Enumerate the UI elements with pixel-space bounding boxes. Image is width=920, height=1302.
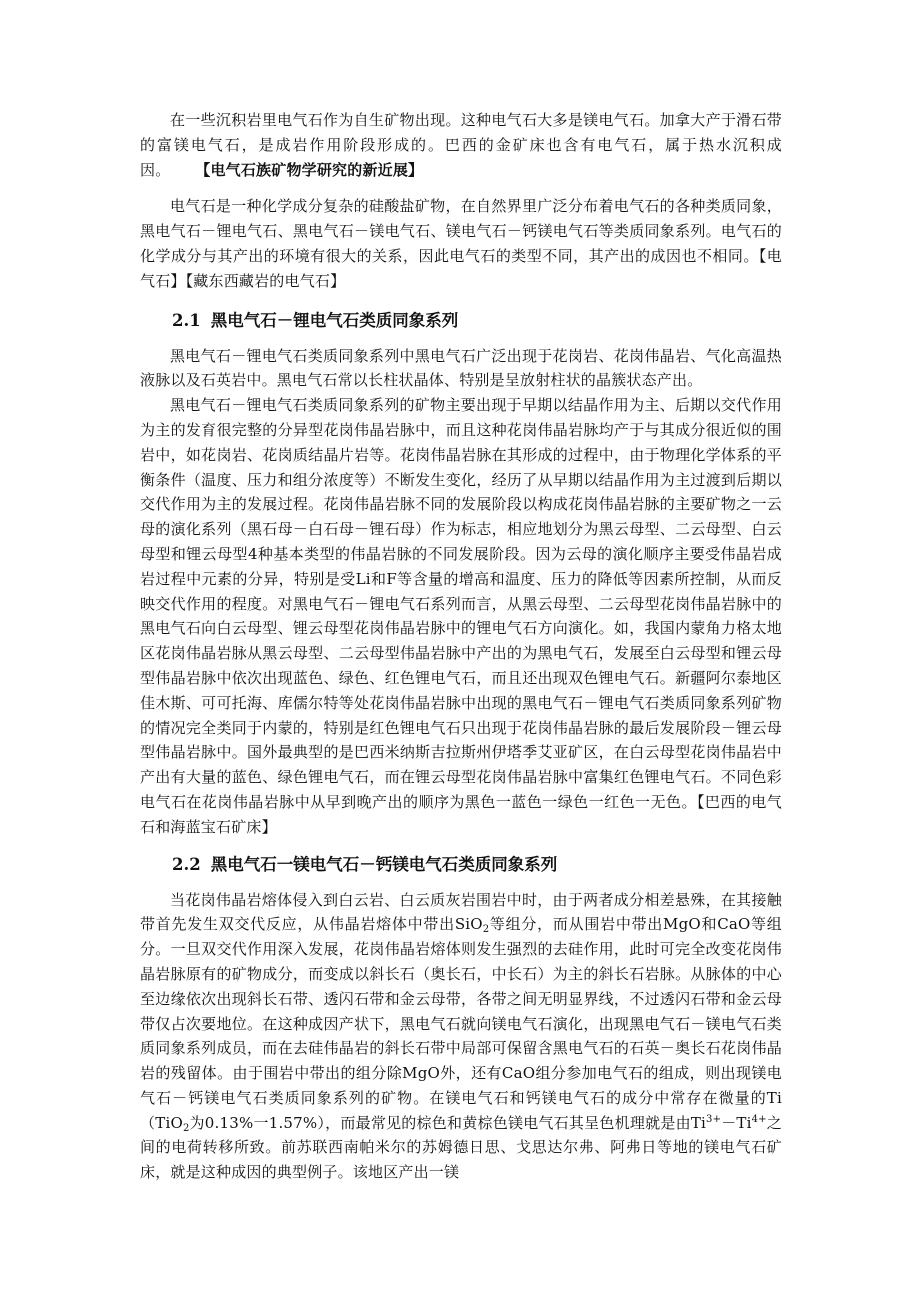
document-body bbox=[140, 108, 782, 1185]
subscript: 2 bbox=[182, 1122, 190, 1134]
text-run: －Ti bbox=[721, 1113, 752, 1132]
section-number-2-2: 2.2 bbox=[172, 854, 201, 874]
text-run: 为0.13%一1.57%），而最常见的棕色和黄棕色镁电气石其呈色机理就是由Ti bbox=[189, 1113, 707, 1132]
paragraph-sedimentary bbox=[140, 108, 782, 182]
paragraph-tourmaline-intro: 电气石是一种化学成分复杂的硅酸盐矿物，在自然界里广泛分布着电气石的各种类质同象，黑电气石－锂电气石、黑电气石－镁电气石、镁电气石－钙镁电气石等类质同象系列。电气石的化学成分与其产出的环境有很大的关系，因此电气石的类型不同，其产出的成因也不相同。【电气石】【藏东西藏岩的电气石】 bbox=[140, 197, 782, 290]
superscript: 4+ bbox=[751, 1113, 767, 1125]
text-run: 当花岗伟晶岩熔体侵入到白云岩、白云质灰岩围岩中时，由于两者成分相差悬殊，在其接触带首先发生双交代反应，从伟晶岩熔体中带出SiO bbox=[140, 890, 782, 934]
section-title-2-1: 黑电气石－锂电气石类质同象系列 bbox=[210, 310, 459, 330]
section-number-2-1: 2.1 bbox=[172, 310, 201, 330]
paragraph-schorl-elbaite-evolution: 黑电气石－锂电气石类质同象系列的矿物主要出现于早期以结晶作用为主、后期以交代作用为主的发育很完整的分异型花岗伟晶岩脉中，而且这种花岗伟晶岩脉均产于与其成分很近似的围岩中，如花岗岩、花岗质结晶片岩等。花岗伟晶岩脉在其形成的过程中，由于物理化学体系的平衡条件（温度、压力和组分浓度等）不断发生变化，经历了从早期以结晶作用为主过渡到后期以交代作用为主的发展过程。花岗伟晶岩脉不同的发展阶段以构成花岗伟晶岩脉的主要矿物之一云母的演化系列（黑石母－白石母－锂石母）作为标志，相应地划分为黑云母型、二云母型、白云母型和锂云母型4种基本类型的伟晶岩脉的不同发展阶段。因为云母的演化顺序主要受伟晶岩成岩过程中元素的分异，特别是受Li和F等含量的增高和温度、压力的降低等因素所控制，从而反映交代作用的程度。对黑电气石－锂电气石系列而言，从黑云母型、二云母型花岗伟晶岩脉中的黑电气石向白云母型、锂云母型花岗伟晶岩脉中的锂电气石方向演化。如，我国内蒙角力格太地区花岗伟晶岩脉从黑云母型、二云母型伟晶岩脉中产出的为黑电气石，发展至白云母型和锂云母型伟晶岩脉中依次出现蓝色、绿色、红色锂电气石，而且还出现双色锂电气石。新疆阿尔泰地区佳木斯、可可托海、库儒尔特等处花岗伟晶岩脉中出现的黑电气石－锂电气石类质同象系列矿物的情况完全类同于内蒙的，特别是红色锂电气石只出现于花岗伟晶岩脉的最后发展阶段－锂云母型伟晶岩脉中。国外最典型的是巴西米纳斯吉拉斯州伊塔季艾亚矿区，在白云母型花岗伟晶岩中产出有大量的蓝色、绿色锂电气石，而在锂云母型花岗伟晶岩脉中富集红色锂电气石。不同色彩电气石在花岗伟晶岩脉中从早到晚产出的顺序为黑色一蓝色一绿色一红色一无色。【巴西的电气石和海蓝宝石矿床】 bbox=[140, 396, 782, 836]
subscript: 2 bbox=[482, 924, 490, 936]
paragraph-sedimentary-text: 在一些沉积岩里电气石作为自生矿物出现。这种电气石大多是镁电气石。加拿大产于滑石带的富镁电气石，是成岩作用阶段形成的。巴西的金矿床也含有电气石，属于热水沉积成因。 bbox=[140, 111, 782, 179]
text-run: 等组分，而从围岩中带出MgO和CaO等组分。一旦双交代作用深入发展，花岗伟晶岩熔体则发生强烈的去硅作用，此时可完全改变花岗伟晶岩脉原有的矿物成分，而变成以斜长石（奥长石，中长石）为主的斜长石岩脉。从脉体的中心至边缘依次出现斜长石带、透闪石带和金云母带，各带之间无明显界线，不过透闪石带和金云母带仅占次要地位。在这种成因产状下，黑电气石就向镁电气石演化，出现黑电气石－镁电气石类质同象系列成员，而在去硅伟晶岩的斜长石带中局部可保留含黑电气石的石英－奥长石花岗伟晶岩的残留体。由于围岩中带出的组分除MgO外，还有CaO组分参加电气石的组成，则出现镁电气石－钙镁电气石类质同象系列的矿物。在镁电气石和钙镁电气石的成分中常存在微量的Ti（TiO bbox=[140, 915, 782, 1132]
paragraph-schorl-occurrence: 黑电气石－锂电气石类质同象系列中黑电气石广泛出现于花岗岩、花岗伟晶岩、气化高温热液脉以及石英岩中。黑电气石常以长柱状晶体、特别是呈放射柱状的晶簇状态产出。 bbox=[140, 346, 782, 390]
section-title-2-2: 黑电气石一镁电气石－钙镁电气石类质同象系列 bbox=[210, 854, 558, 874]
reference-link-recent-progress[interactable]: 【电气石族矿物学研究的新近展】 bbox=[195, 160, 424, 179]
superscript: 3+ bbox=[706, 1113, 722, 1125]
text-run: 之间的电荷转移所致。前苏联西南帕米尔的苏姆德日思、戈思达尔弗、阿弗日等地的镁电气石矿床，就是这种成因的典型例子。该地区产出一镁 bbox=[140, 1113, 782, 1182]
section-heading-2-2 bbox=[140, 852, 782, 878]
section-heading-2-1 bbox=[140, 308, 782, 334]
paragraph-dravite-uvite bbox=[140, 888, 782, 1186]
